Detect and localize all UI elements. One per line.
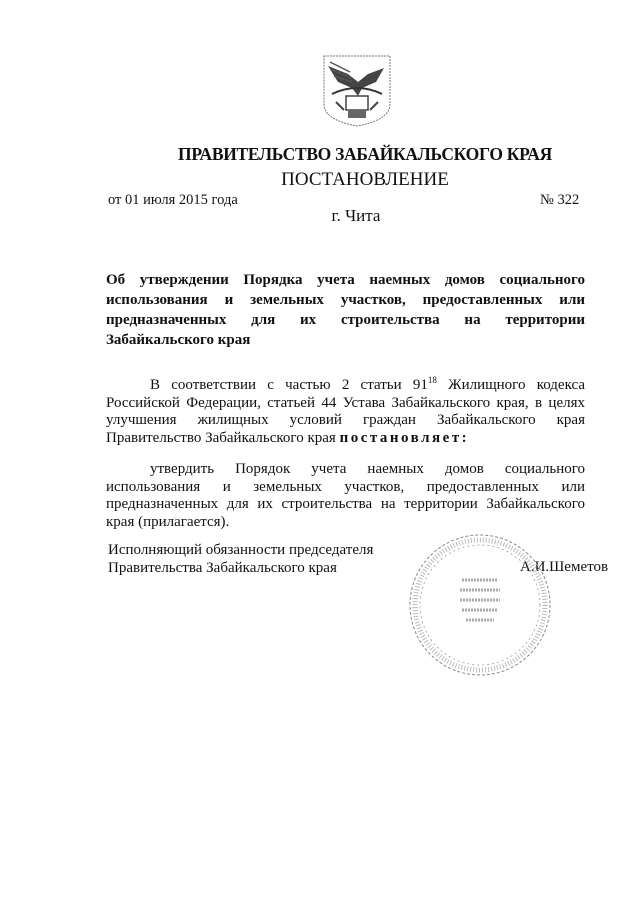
document-city: г. Чита xyxy=(331,206,381,225)
position-line-2: Правительства Забайкальского края xyxy=(108,559,337,576)
body-paragraph-1 xyxy=(106,377,585,447)
document-number: № 322 xyxy=(540,192,580,208)
coat-of-arms-icon xyxy=(318,52,396,128)
p2-text: утвердить Порядок учета наемных домов социального использования и земельных участков, предоставленных или предназначенных для их строительства на территории Забайкальского края (прилагается). xyxy=(106,461,585,530)
position-line-1: Исполняющий обязанности председателя xyxy=(108,542,374,558)
resolves-verb: постановляет: xyxy=(339,429,470,446)
government-name: ПРАВИТЕЛЬСТВО ЗАБАЙКАЛЬСКОГО КРАЯ xyxy=(178,144,552,164)
document-type: ПОСТАНОВЛЕНИЕ xyxy=(281,169,449,190)
official-seal-icon xyxy=(400,530,560,680)
p1-text: В соответствии с частью 2 статьи 91 xyxy=(150,377,428,393)
p1-superscript: 18 xyxy=(427,375,437,385)
signatory-name: А.И.Шеметов xyxy=(520,559,609,575)
document-date: от 01 июля 2015 года xyxy=(108,192,238,208)
document-subject: Об утверждении Порядка учета наемных домов социального использования и земельных участков, предоставленных или предназначенных для их строительства на территории Забайкальского края xyxy=(106,272,585,348)
p1-text-cont: Жилищного кодекса Российской Федерации, статьей 44 Устава Забайкальского края, в целях улучшения жилищных условий граждан Забайкальского края Правительство Забайкальского края xyxy=(106,377,585,446)
body-paragraph-2 xyxy=(106,461,585,531)
signatory-position xyxy=(108,542,373,577)
